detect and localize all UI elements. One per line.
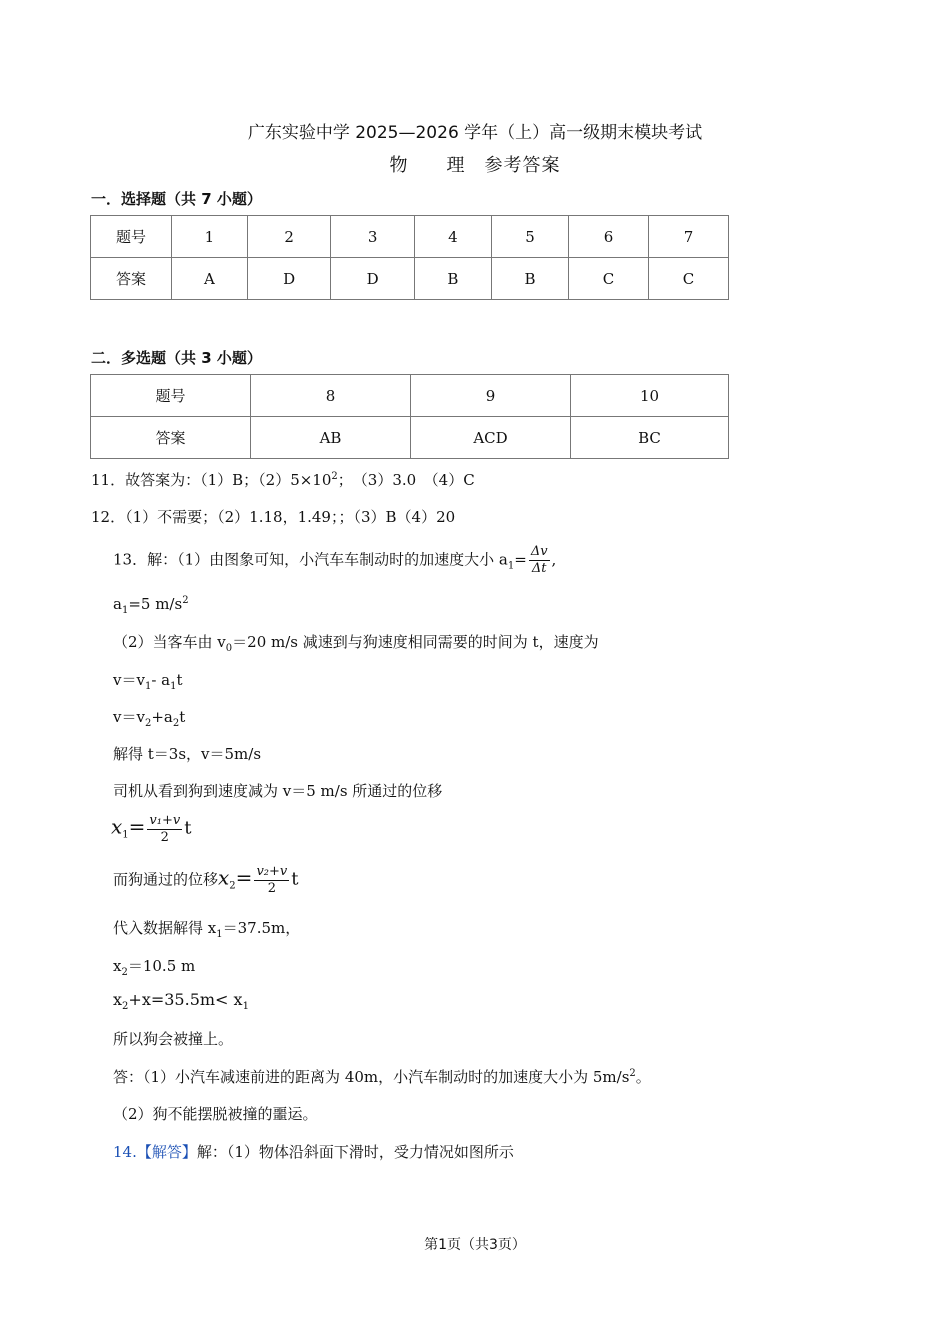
row-label-question: 题号 xyxy=(91,375,251,417)
row-label-answer: 答案 xyxy=(91,258,172,300)
answer-13-final-2: （2）狗不能摆脱被撞的噩运。 xyxy=(113,1105,318,1123)
table-row xyxy=(91,375,729,417)
page-number: 第1页（共3页） xyxy=(424,1237,526,1253)
table-cell: AB xyxy=(251,417,411,459)
table-cell: B xyxy=(491,258,568,300)
table-row xyxy=(91,216,729,258)
substitute-x1: 代入数据解得 $x_1=37.5m$， xyxy=(113,919,301,940)
answer-12: 12．（1）不需要；（2）1.18，1.49；；（3）B（4）20 xyxy=(91,508,456,526)
a1-value: $a_1=5$ $m/s^2$ xyxy=(113,595,189,616)
document-title: 广东实验中学 2025—2026 学年（上）高一级期末模块考试 xyxy=(247,123,703,143)
table-cell: ACD xyxy=(411,417,571,459)
table-cell: B xyxy=(414,258,491,300)
conclusion: 所以狗会被撞上。 xyxy=(113,1030,234,1048)
table-cell: 3 xyxy=(331,216,414,258)
fraction-delta-v-over-delta-t: $\frac{\Delta v}{\Delta t}$ xyxy=(530,544,548,576)
x1-formula: $x_1=$ $\frac{\text{v₁+v}}{2}$ t xyxy=(111,813,192,845)
comparison: $x_2+x=35.5m< x_1$ xyxy=(113,990,249,1013)
table-cell: 6 xyxy=(569,216,649,258)
answer-13-final-1: 答：（1）小汽车减速前进的距离为 40m，小汽车制动时的加速度大小为 $5m/s^2$。 xyxy=(113,1068,651,1086)
answer-11: 11．故答案为：（1）B；$(2)5\times 10^2$； （3）3.0 （4）C xyxy=(91,471,475,489)
table-cell: 8 xyxy=(251,375,411,417)
row-label-question: 题号 xyxy=(91,216,172,258)
table-cell: 9 xyxy=(411,375,571,417)
answer-14-label: 14.【解答】 xyxy=(113,1143,197,1161)
displacement-text: 司机从看到狗到速度减为 v＝5 m/s 所通过的位移 xyxy=(113,782,443,800)
solve-result: 解得 t＝3s，v＝5m/s xyxy=(113,745,262,763)
table-cell: C xyxy=(569,258,649,300)
table-cell: C xyxy=(648,258,728,300)
table-cell: 2 xyxy=(247,216,330,258)
equation-2: $v=v_2+a_2t$ xyxy=(113,708,186,729)
table-cell: D xyxy=(247,258,330,300)
table-cell: 5 xyxy=(491,216,568,258)
table-cell: 1 xyxy=(172,216,248,258)
fraction-v1-plus-v-over-2: $\frac{\text{v₁+v}}{2}$ xyxy=(149,813,181,845)
table-cell: A xyxy=(172,258,248,300)
table-cell: 4 xyxy=(414,216,491,258)
table-cell: 10 xyxy=(571,375,729,417)
x2-formula: 而狗通过的位移$x_2=$ $\frac{\text{v₂+v}}{2}$ t xyxy=(113,864,299,896)
table-cell: BC xyxy=(571,417,729,459)
fraction-v2-plus-v-over-2: $\frac{\text{v₂+v}}{2}$ xyxy=(256,864,288,896)
section1-heading: 一．选择题（共 7 小题） xyxy=(91,190,262,208)
answer-13-intro: 13．解：（1）由图象可知，小汽车车制动时的加速度大小 $a_1=$ $\frac{\Delta v}{\Delta t}$ , xyxy=(113,544,557,576)
answer-13-part2: （2）当客车由 $v_0=20$ m/s 减速到与狗速度相同需要的时间为 t，速度为 xyxy=(113,633,599,654)
substitute-x2: $x_2=10.5$ m xyxy=(113,957,196,978)
equation-1: $v=v_1-$ $a_1t$ xyxy=(113,671,183,692)
section1-answer-table xyxy=(90,215,729,300)
row-label-answer: 答案 xyxy=(91,417,251,459)
answer-14: 14.【解答】解：（1）物体沿斜面下滑时，受力情况如图所示 xyxy=(113,1143,514,1161)
section2-answer-table xyxy=(90,374,729,459)
table-row xyxy=(91,417,729,459)
table-cell: 7 xyxy=(648,216,728,258)
table-row xyxy=(91,258,729,300)
document-subtitle: 物 理 参考答案 xyxy=(389,155,561,176)
section2-heading: 二．多选题（共 3 小题） xyxy=(91,349,262,367)
table-cell: D xyxy=(331,258,414,300)
